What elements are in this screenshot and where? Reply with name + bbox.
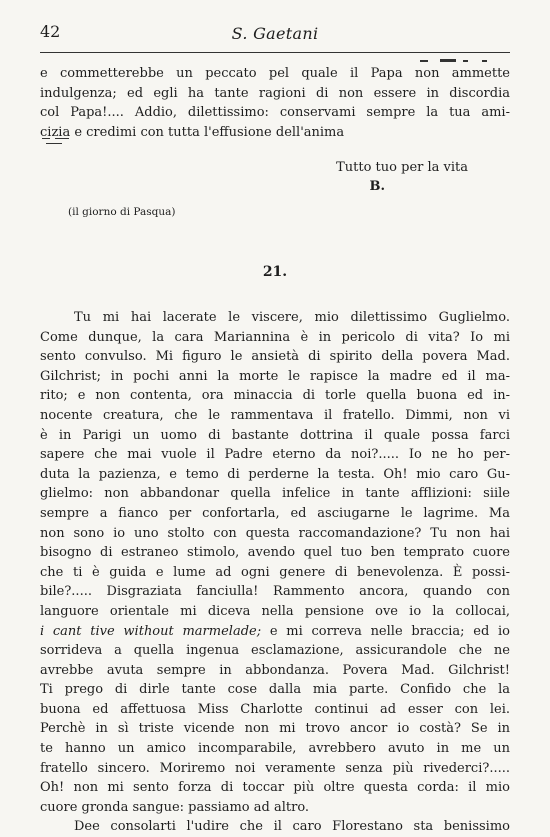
text-line: e commetterebbe un peccato pel quale il Papa non ammette	[40, 66, 510, 81]
letter-number: 21.	[262, 264, 288, 280]
text-line-italic	[40, 622, 510, 642]
text-line: indulgenza; ed egli ha tante ragioni di non essere in discordia	[40, 85, 510, 101]
text-line: Gilchrist; in pochi anni la morte le rapisce la madre ed il ma-	[40, 368, 510, 384]
text-line-rest: e mi correva nelle braccia; ed io	[261, 623, 510, 639]
pen-mark	[440, 59, 456, 62]
text-line: bisogno di estraneo stimolo, avendo quel tuo ben temprato cuore	[40, 545, 510, 561]
text-line: Perchè in sì triste vicende non mi trovo ancor io costà? Se in	[40, 721, 510, 737]
signature-closing: Tutto tuo per la vita	[336, 160, 468, 175]
dateline: (il giorno di Pasqua)	[68, 206, 176, 218]
running-head: S. Gaetani	[231, 24, 319, 43]
text-line: languore orientale mi diceva nella pensione ove io la collocai,	[40, 603, 510, 619]
text-line: Oh! non mi sento forza di toccar più oltre questa corda: il mio	[40, 780, 510, 796]
text-line: è in Parigi un uomo di bastante dottrina il quale possa farci	[40, 427, 510, 443]
text-line: buona ed affettuosa Miss Charlotte continui ad esser con lei.	[40, 701, 510, 717]
text-line: nocente creatura, che le rammentava il fratello. Dimmi, non vi	[40, 407, 510, 423]
text-line: sempre a fianco per confortarla, ed asciugarne le lagrime. Ma	[40, 505, 510, 521]
text-line: cizia e credimi con tutta l'effusione dell'anima	[40, 124, 345, 140]
text-line: duta la pazienza, e temo di perderne la testa. Oh! mio caro Gu-	[40, 466, 510, 482]
text-line: rito; e non contenta, ora minaccia di torle quella buona ed in-	[40, 388, 510, 404]
header-rule	[40, 52, 510, 53]
english-quote: i cant tive without marmelade;	[40, 623, 262, 639]
letter-body	[40, 308, 510, 837]
signature-initial: B.	[369, 179, 385, 194]
page-header	[40, 22, 510, 48]
text-line: Tu mi hai lacerate le viscere, mio dilettissimo Guglielmo.	[74, 310, 510, 325]
text-line: sento convulso. Mi figuro le ansietà di spirito della povera Mad.	[40, 349, 510, 365]
text-line: Ti prego di dirle tante cose dalla mia parte. Confido che la	[40, 682, 510, 698]
text-line: col Papa!.... Addio, dilettissimo: conservami sempre la tua ami-	[40, 105, 510, 121]
text-line: avrebbe avuta sempre in abbondanza. Povera Mad. Gilchrist!	[40, 662, 510, 678]
text-line: sapere che mai vuole il Padre eterno da noi?..... Io ne ho per-	[40, 447, 510, 463]
pen-mark	[420, 60, 428, 62]
pen-mark	[463, 60, 468, 62]
text-line: non sono io uno stolto con questa raccomandazione? Tu non hai	[40, 525, 510, 541]
text-line: sorrideva a quella ingenua esclamazione, assicurandole che ne	[40, 643, 510, 659]
text-line: bile?..... Disgraziata fanciulla! Rammento ancora, quando con	[40, 584, 510, 600]
pen-mark	[46, 143, 62, 144]
text-line: Come dunque, la cara Mariannina è in pericolo di vita? Io mi	[40, 329, 510, 345]
text-line: fratello sincero. Moriremo noi veramente senza più rivederci?.....	[40, 760, 510, 776]
text-line: glielmo: non abbandonar quella infelice in tante afflizioni: siile	[40, 486, 510, 502]
text-line: te hanno un amico incomparabile, avrebbero avuto in me un	[40, 741, 510, 757]
text-line: Dee consolarti l'udire che il caro Florestano sta benissimo	[74, 819, 510, 835]
pen-mark	[482, 60, 487, 62]
page-number: 42	[40, 22, 61, 41]
text-line: cuore gronda sangue: passiamo ad altro.	[40, 799, 310, 815]
text-line: che ti è guida e lume ad ogni genere di benevolenza. È possi-	[40, 564, 510, 580]
letter-fragment	[40, 64, 510, 142]
